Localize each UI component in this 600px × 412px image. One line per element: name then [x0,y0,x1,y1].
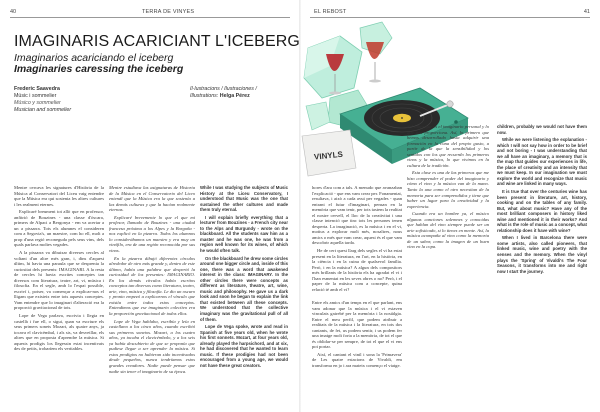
paragraph: children, probably we would not have them now. [497,124,587,135]
paragraph: del saber que es el imaginario personal y lo que nos proporciona. Así, lo primero que hemos desarrollado hasta adquirir una formación en la cuna del propio gusto, a partir de la que la sensibilidad y los sentidos con los que recuerdo los primeros vinos y la música, lo que vivimos en la cultura de la tradición. [407,124,489,168]
paragraph: Lope de Vega hablaba, escribía y leía en castellano a los cinco años, cuando escribió sus primeros sonetos. Mozart, a los cuatro años, ya tocaba el clavicémbalo, y a los seis ya había descubierto de que se proponía que pudiese llegar a ser aprender la música. Si estos prodigios no hubieran sido incentivados desde pequeños, nunca tendríamos estos grandes creadores. Nadie puede pensar que nadie sin tener el imaginario de su época. [109,318,195,374]
author-role-es: Músico y sommelier [14,100,61,106]
author-role-en: Musician and sommelier [14,107,72,113]
article-subtitle-en: Imaginaries caressing the iceberg [14,63,184,75]
illustration-credits [190,86,290,100]
paragraph: Cuando era un hombre ya, el músico algunas canciones solemnes y conocidas que hablan del vino siempre puede ser un arte sofisticado, si lo tienes en mente. Así, la música acompaña al vino como la memoria de un sabor, como la imagen de un buen vino en la copa. [407,211,489,250]
paragraph: Lope de Vega parlava, escrivia i llegia en castellà i fue ell, o sigui, quan va escriure els seus primers sonets Mozart, als quatre anys, ja tocava el clavicèmbal, i als sis, va desvetllar, els altres que en proposta d'aprendre la música. Si aquests prodigis los llegessin estat incentivats des de petits, trobaríem els veritables. [14,313,104,352]
author-name: Frederic Saavedra [14,86,60,92]
column-catalan-continued-lower [312,300,402,371]
record-sleeve-label: VINYLS [313,149,344,162]
article-subtitle-es: Imaginarios acariciando el iceberg [14,52,174,64]
column-english-continued [497,124,587,276]
paragraph: Així, el cantant el vinil i sona la 'Primavera' de Les quatre estacions de Vivaldi, em transforma en jo i ara mateix començo el viatge. [312,351,402,369]
paragraph: Explicaré breument tot allò que en professor, anfitrió de Bouzines - una classe d'òscara, primers de Alpaci a Bergonya - em va acertar a un a pissarra. Tots els alumnes el consideren com a Segovia's, un maestre, com ho ell, molt a prop d'una regió reconeguda pels seus vins, dels quals parlava moltes vegades. [14,209,104,248]
column-english [200,185,288,371]
wine-glass-right [366,42,384,83]
left-header-rule [10,17,290,18]
paragraph: When I lived in Barcelona there were some artists, also called pioneers, that linked music, wine and poetry with the senses and the memory. When the vinyl plays the 'Spring' of Vivaldi's The Four Seasons, it transforms into me and right now I start the journey. [497,235,587,274]
paragraph: He de cert quest llarg dels segles el vi ha estat present en la literatura, en l'art, en la història, en la ciència i en la cuina de qualsevol família. Però, i en la música? A algun dels compositors més brillants de la història els ha agradat el vi i l'han esmentat en les seves obres o no? Però, i el paper de la música com a concepte, quina relació té amb el vi? [312,248,402,292]
paragraph: Esta clase es una de las primeras que me hizo comprender el poder del imaginario y cómo el vino y la música van de la mano. Tanto la una como el otro necesitan de la memoria para ser comprendidos y tiene que haber un lugar para la creatividad y la experiencia. [407,170,489,209]
column-spanish-continued [407,124,489,252]
left-page-number: 40 [10,9,17,15]
paragraph: On the blackboard he drew some circles around one bigger circle and, inside of this one, there was a word that awakened interest in the class: IMAGINARY. In the other circles there were concepts as different as literature, theatre, art, wine, music and philosophy. He gave us a dark look and soon he began to explain the link that existed between all these concepts. We understood that the collective imaginary was the gravitational pull of all of them. [200,255,288,322]
spindle [401,117,403,119]
paragraph: A la pissarra va dibuixar diverses cercles al voltant d'un altre més gran, i, dins d'aquest últim, hi havia una paraula que se desprenia la curiositat dels presents: IMAGINARI. A la resta de cercles hi havia escrites conceptes tan diversos com literatura, teatre, art, vi, música i filosofia. En el segle, amb lo l'espai possible, escriví i, potser, va començar a explicar-nos el lligam que existeix entre tots aquests conceptes. Vam entendre que lo imaginari d'alteració era la proporció gravitacional de tots. [14,250,104,311]
record-sleeve [302,130,356,176]
column-catalan-continued [312,185,402,294]
paragraph: hores d'ara com a tals. A menudo que avanzaban l'explicació - que ens vam crear per. Fonamentat, resultava, i això a cada avui per vegades - quan entrant el futur d'imaginari, pensan en la memòria que vam tenir, per tots tastem la realitat el nostre cervell, el lloc de la creativitat i una classe intenció que tinc tots les persones tenen desperta. La imaginació, es la música i en el vi, motius a explorar molt més, nosaltres, nous amics o més que vam crear, aquest és el que vam descobrir aquella tarda. [312,185,402,246]
paragraph: While we were listening the explanation - which I will not say how in order to be brief and not boring - I was understanding that we all have an imaginary, a memory that is the map that guides our experiences in life, the place of creativity and an intensity that we must keep. In our imagination we must explore the world and recognize that music and wine are linked in many ways. [497,137,587,187]
author-credits [14,86,134,114]
author-role-ca: Músic i sommelier [14,93,57,99]
paragraph: I will explain briefly everything that a lecturer from Bouzines - a French city near to the Alps and Burgundy - wrote on the blackboard. All the students saw him as a master and he was one, he was from a region well known for its wines, of which he would often talk. [200,214,288,254]
paragraph: En la pizarra dibujó diferentes círculos alrededor de otro más grande y, dentro de este último, había una palabra que despertó la curiosidad de los presentes: IMAGINARIO. En los demás círculos había escritos conceptos tan diversos como literatura, teatro, arte, vino, música y filosofía. Le dio un oscuro y pronto empezó a explicarnos el vínculo que existía entre todos estos conceptos. Entendimos que ese imaginario colectivo era la proporción gravitacional de todos ellos. [109,255,195,317]
illustration-label-en: Illustrations: [190,93,219,99]
paragraph: While I was studying the subjects of Music History at the Liceu Conservatory, I understood that Music was the one that sustained the other cultures and made them truly eternal. [200,185,288,213]
illustration-label-ca: Il·lustracions / Ilustraciones / [190,86,257,92]
paragraph: Mentre estudiava las asignaturas de Historia de la Música en el Conservatorio del Liceo entendí que la Música era la que sostenía a las demás culturas y que la hacían realmente eternas. [109,185,195,213]
right-section-name: EL REBOST [314,9,347,15]
paragraph: Lope de Vega spoke, wrote and read in Spanish at five years old, when he wrote his first sonnets. Mozart, at four years old, already played the harpsichord, and at six, he had discovered that he wanted to learn music. If these prodigies had not been encouraged from a young age, we would not have these great creators. [200,324,288,368]
tonearm-base [447,101,453,107]
left-section-name: TERRA DE VINYES [142,9,195,15]
paragraph: Mentre cercava les signatures d'Història de la Música al Conservatori del Liceu vaig entendre que la Música era qui sostenia les altres cultures i les realment eternes. [14,185,104,207]
paragraph: Entre els amics d'un temps en el que parlant, ens vam adonar que la música i el vi estaven vinculats gairebé per la memòria i la nostàlgia. Entre el meu perfil, que podem atribuir a realitats de la música i la literatura, en tots dos cantants, de fet, us podem sentir, i us podem fer una imatge molt forta a la memòria, de tot el que és oblidar-se per sempre, de tot el que el vi ens pot portar. [312,300,402,350]
paragraph: Explicaré brevemente lo que el que mi profesor, llamado de Bouzines - una ciudad francesa próxima a los Alpes y la Borgoña - nos explicó en la pizarra. Todos los alumnos lo considerábamos un maestro y era muy un vinófilo, era de una región reconocida por sus vinos. [109,214,195,254]
paragraph: It is true that over the centuries wine has been present in literature, art, history, cooking and on the tables of any family. But, what about music? Have any of the most brilliant composers in history liked wine and mentioned it in their works? And what is the role of music as a concept, what relationship does it have with wine? [497,189,587,233]
right-page-number: 41 [583,9,590,15]
article-title: IMAGINARIS ACARICIANT L'ICEBERG [14,33,300,50]
column-catalan [14,185,104,354]
illustrator-name: Helga Pérez [219,93,250,99]
ice-cube-edge [306,102,330,130]
column-spanish [109,185,195,376]
